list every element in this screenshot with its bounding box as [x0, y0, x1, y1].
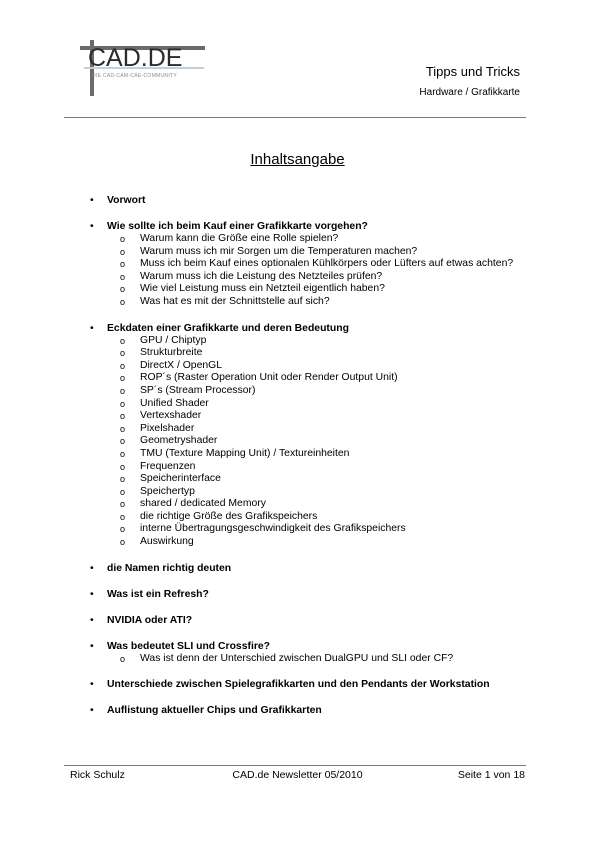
circle-bullet-icon — [120, 398, 140, 411]
circle-bullet-icon — [120, 448, 140, 461]
circle-bullet-icon — [120, 271, 140, 284]
bullet-icon — [90, 194, 107, 207]
toc-subitem-text: shared / dedicated Memory — [140, 498, 266, 510]
toc-subitem-text: Muss ich beim Kauf eines optionalen Kühlkörpers oder Lüfters auf etwas achten? — [140, 258, 514, 270]
toc-section-heading — [90, 562, 530, 575]
toc-subitem — [120, 246, 530, 259]
toc-subitem — [120, 347, 530, 360]
toc-subitem-text: SP´s (Stream Processor) — [140, 384, 256, 396]
circle-bullet-icon — [120, 435, 140, 448]
toc-subitem-text: GPU / Chiptyp — [140, 334, 207, 346]
circle-bullet-icon — [120, 473, 140, 486]
circle-bullet-icon — [120, 410, 140, 423]
toc-subitem — [120, 398, 530, 411]
toc-subitem — [120, 461, 530, 474]
toc-subitem — [120, 486, 530, 499]
toc-section — [90, 194, 530, 207]
table-of-contents — [90, 194, 530, 730]
toc-subitem-text: Auswirkung — [140, 536, 194, 548]
toc-subitem — [120, 258, 530, 271]
toc-section-title: NVIDIA oder ATI? — [107, 614, 193, 626]
toc-subitem-text: Frequenzen — [140, 460, 196, 472]
toc-section-title: Auflistung aktueller Chips und Grafikkarten — [107, 705, 322, 717]
header-divider — [64, 117, 526, 118]
toc-subitem — [120, 271, 530, 284]
toc-subitem — [120, 372, 530, 385]
footer-author: Rick Schulz — [70, 769, 125, 781]
circle-bullet-icon — [120, 258, 140, 271]
toc-section-title: Wie sollte ich beim Kauf einer Grafikkarte vorgehen? — [107, 221, 368, 232]
toc-section-heading — [90, 588, 530, 601]
toc-subitem — [120, 296, 530, 309]
toc-subitem-text: interne Übertragungsgeschwindigkeit des Grafikspeichers — [140, 523, 406, 535]
toc-subitem-text: Strukturbreite — [140, 347, 203, 359]
page-title: Inhaltsangabe — [250, 151, 345, 168]
logo-graphic — [80, 40, 215, 98]
toc-subitem — [120, 410, 530, 423]
circle-bullet-icon — [120, 335, 140, 348]
circle-bullet-icon — [120, 523, 140, 536]
circle-bullet-icon — [120, 347, 140, 360]
header-subtitle: Hardware / Grafikkarte — [419, 87, 520, 98]
toc-section — [90, 678, 530, 691]
toc-subitem — [120, 473, 530, 486]
bullet-icon — [90, 640, 107, 653]
circle-bullet-icon — [120, 233, 140, 246]
circle-bullet-icon — [120, 653, 140, 666]
toc-subitem-text: Warum kann die Größe eine Rolle spielen? — [140, 233, 339, 244]
toc-section-heading — [90, 704, 530, 717]
toc-section-title: Eckdaten einer Grafikkarte und deren Bedeutung — [107, 322, 349, 334]
toc-subitem — [120, 498, 530, 511]
toc-subitem-text: die richtige Größe des Grafikspeichers — [140, 510, 318, 522]
toc-subitem-text: TMU (Texture Mapping Unit) / Textureinheiten — [140, 447, 350, 459]
toc-subitem — [120, 335, 530, 348]
bullet-icon — [90, 704, 107, 717]
toc-section — [90, 704, 530, 717]
cad-de-logo — [80, 40, 215, 98]
circle-bullet-icon — [120, 536, 140, 549]
toc-subitem-text: Warum muss ich mir Sorgen um die Temperaturen machen? — [140, 245, 418, 257]
toc-section-title: Unterschiede zwischen Spielegrafikkarten und den Pendants der Workstation — [107, 679, 490, 691]
toc-section-title: Was bedeutet SLI und Crossfire? — [107, 640, 270, 652]
toc-section-heading — [90, 614, 530, 627]
toc-subitem-text: ROP´s (Raster Operation Unit oder Render Output Unit) — [140, 372, 398, 384]
toc-subitem-text: Wie viel Leistung muss ein Netzteil eigentlich haben? — [140, 283, 385, 295]
logo-text: CAD.DE — [88, 44, 183, 72]
circle-bullet-icon — [120, 486, 140, 499]
toc-subitem — [120, 536, 530, 549]
bullet-icon — [90, 678, 107, 691]
toc-section — [90, 640, 530, 666]
toc-subitem — [120, 511, 530, 524]
footer-newsletter: CAD.de Newsletter 05/2010 — [232, 769, 363, 781]
toc-subitem-text: DirectX / OpenGL — [140, 359, 223, 371]
toc-subitem — [120, 385, 530, 398]
toc-section-title: die Namen richtig deuten — [107, 562, 232, 574]
toc-subitem-text: Was hat es mit der Schnittstelle auf sich? — [140, 295, 330, 307]
toc-section-title: Was ist ein Refresh? — [107, 588, 209, 600]
bullet-icon — [90, 322, 107, 335]
toc-section — [90, 562, 530, 575]
bullet-icon — [90, 562, 107, 575]
circle-bullet-icon — [120, 246, 140, 259]
footer-page-number: Seite 1 von 18 — [457, 769, 525, 781]
toc-subitem-text: Vertexshader — [140, 410, 202, 422]
toc-section — [90, 588, 530, 601]
toc-section-heading — [90, 640, 530, 653]
circle-bullet-icon — [120, 385, 140, 398]
toc-subitem-text: Speichertyp — [140, 485, 195, 497]
toc-subitem-text: Geometryshader — [140, 435, 218, 447]
toc-section-heading — [90, 220, 530, 233]
toc-section — [90, 220, 530, 309]
footer-divider — [64, 765, 526, 766]
toc-subitem — [120, 233, 530, 246]
toc-subitem-text: Unified Shader — [140, 397, 209, 409]
toc-section — [90, 614, 530, 627]
bullet-icon — [90, 220, 107, 233]
toc-subitem — [120, 360, 530, 373]
toc-subitem-text: Warum muss ich die Leistung des Netzteiles prüfen? — [140, 270, 383, 282]
circle-bullet-icon — [120, 283, 140, 296]
toc-section-heading — [90, 322, 530, 335]
circle-bullet-icon — [120, 461, 140, 474]
toc-section-title: Vorwort — [107, 195, 146, 206]
bullet-icon — [90, 614, 107, 627]
toc-section — [90, 322, 530, 549]
circle-bullet-icon — [120, 296, 140, 309]
bullet-icon — [90, 588, 107, 601]
toc-subitem — [120, 523, 530, 536]
circle-bullet-icon — [120, 423, 140, 436]
toc-subitem — [120, 435, 530, 448]
toc-section-heading — [90, 194, 530, 207]
logo-tagline: DIE CAD-CAM-CAE-COMMUNITY — [92, 73, 177, 79]
circle-bullet-icon — [120, 498, 140, 511]
toc-subitem-text: Was ist denn der Unterschied zwischen DualGPU und SLI oder CF? — [140, 652, 454, 664]
toc-subitem-text: Speicherinterface — [140, 473, 221, 485]
toc-subitem — [120, 448, 530, 461]
circle-bullet-icon — [120, 360, 140, 373]
circle-bullet-icon — [120, 511, 140, 524]
toc-section-heading — [90, 678, 530, 691]
header-title: Tipps und Tricks — [425, 64, 520, 79]
toc-subitem — [120, 283, 530, 296]
toc-subitem — [120, 653, 530, 666]
circle-bullet-icon — [120, 372, 140, 385]
toc-subitem-text: Pixelshader — [140, 422, 195, 434]
toc-subitem — [120, 423, 530, 436]
